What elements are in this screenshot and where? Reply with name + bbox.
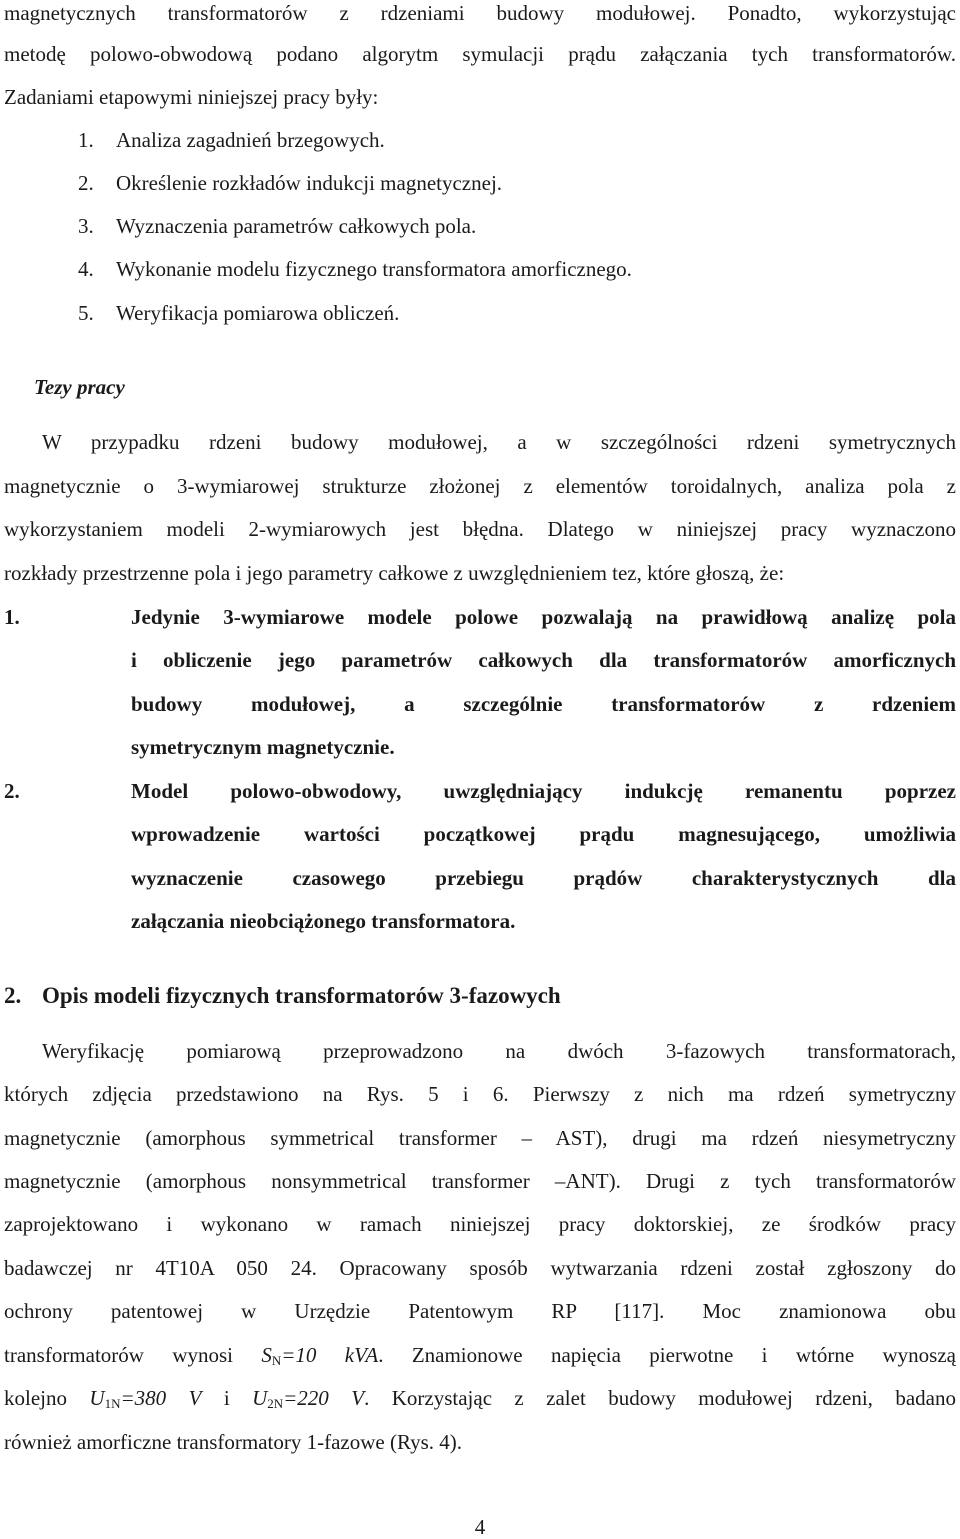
task-text: Wyznaczenia parametrów całkowych pola. [116, 214, 477, 238]
body-line-7: ochrony patentowej w Urzędzie Patentowym RP [117]. Moc znamionowa obu [4, 1299, 956, 1323]
u1-symbol: U [89, 1386, 105, 1410]
thesis-line: wyznaczenie czasowego przebiegu prądów charakterystycznych dla [131, 866, 956, 890]
intro-line-1: magnetycznych transformatorów z rdzeniami budowy modułowej. Ponadto, wykorzystując [4, 1, 956, 25]
task-text: Weryfikacja pomiarowa obliczeń. [116, 301, 400, 325]
thesis-line: wprowadzenie wartości początkowej prądu magnesującego, umożliwia [131, 822, 956, 846]
power-pre: transformatorów wynosi [4, 1343, 262, 1367]
page-number: 4 [474, 1515, 486, 1539]
theses-intro-line-2: magnetycznie o 3-wymiarowej strukturze złożonej z elementów toroidalnych, analiza pola z [4, 474, 956, 498]
theses-intro-line-4: rozkłady przestrzenne pola i jego parametry całkowe z uwzględnieniem tez, które głoszą, że: [4, 561, 785, 585]
task-item [78, 170, 502, 196]
body-line-last: również amorficzne transformatory 1-fazowe (Rys. 4). [4, 1430, 463, 1454]
task-number: 1. [78, 128, 94, 152]
thesis-line: Model polowo-obwodowy, uwzględniający indukcję remanentu poprzez [131, 779, 956, 803]
u1-value: =380 V [120, 1386, 202, 1410]
voltage-post: . Korzystając z zalet budowy modułowej rdzeni, badano [364, 1386, 956, 1410]
voltage-pre: kolejno [4, 1386, 90, 1410]
section-number: 2. [4, 983, 22, 1008]
task-item [78, 300, 399, 326]
thesis-line: symetrycznym magnetycznie. [131, 735, 395, 759]
u2-value: =220 V [283, 1386, 365, 1410]
power-subscript: N [271, 1353, 282, 1368]
task-number: 2. [78, 171, 94, 195]
power-symbol: S [261, 1343, 272, 1367]
power-post: . Znamionowe napięcia pierwotne i wtórne wynoszą [378, 1343, 956, 1367]
task-text: Określenie rozkładów indukcji magnetycznej. [116, 171, 503, 195]
thesis-line: załączania nieobciążonego transformatora. [131, 909, 516, 933]
body-line-1: Weryfikację pomiarową przeprowadzono na dwóch 3-fazowych transformatorach, [42, 1039, 956, 1063]
task-item [78, 127, 385, 153]
task-text: Wykonanie modelu fizycznego transformatora amorficznego. [116, 257, 632, 281]
power-value: =10 kVA [281, 1343, 379, 1367]
thesis-line: Jedynie 3-wymiarowe modele polowe pozwalają na prawidłową analizę pola [131, 605, 956, 629]
body-line-power [4, 1342, 956, 1374]
u2-subscript: 2N [267, 1396, 284, 1411]
intro-line-2: metodę polowo-obwodową podano algorytm symulacji prądu załączania tych transformatorów. [4, 42, 956, 66]
thesis-number: 1. [4, 605, 20, 629]
task-item [78, 213, 476, 239]
thesis-number: 2. [4, 779, 20, 803]
body-line-6: badawczej nr 4T10A 050 24. Opracowany sposób wytwarzania rdzeni został zgłoszony do [4, 1256, 956, 1280]
voltage-mid: i [201, 1386, 253, 1410]
theses-intro-line-3: wykorzystaniem modeli 2-wymiarowych jest błędna. Dlatego w niniejszej pracy wyznaczono [4, 517, 956, 541]
body-line-voltage [4, 1385, 956, 1417]
section-title: Opis modeli fizycznych transformatorów 3-fazowych [42, 983, 561, 1008]
body-line-4: magnetycznie (amorphous nonsymmetrical transformer –ANT). Drugi z tych transformatorów [4, 1169, 956, 1193]
u1-subscript: 1N [104, 1396, 121, 1411]
task-number: 5. [78, 301, 94, 325]
thesis-line: i obliczenie jego parametrów całkowych dla transformatorów amorficznych [131, 648, 956, 672]
task-number: 3. [78, 214, 94, 238]
task-item [78, 256, 632, 282]
body-line-3: magnetycznie (amorphous symmetrical transformer – AST), drugi ma rdzeń niesymetryczny [4, 1126, 956, 1150]
theses-heading: Tezy pracy [34, 375, 125, 399]
intro-line-3: Zadaniami etapowymi niniejszej pracy były: [4, 85, 379, 109]
body-line-2: których zdjęcia przedstawiono na Rys. 5 i 6. Pierwszy z nich ma rdzeń symetryczny [4, 1082, 956, 1106]
task-number: 4. [78, 257, 94, 281]
thesis-line: budowy modułowej, a szczególnie transformatorów z rdzeniem [131, 692, 956, 716]
task-text: Analiza zagadnień brzegowych. [116, 128, 385, 152]
theses-intro-line-1: W przypadku rdzeni budowy modułowej, a w szczególności rdzeni symetrycznych [42, 430, 956, 454]
u2-symbol: U [252, 1386, 268, 1410]
body-line-5: zaprojektowano i wykonano w ramach niniejszej pracy doktorskiej, ze środków pracy [4, 1212, 956, 1236]
